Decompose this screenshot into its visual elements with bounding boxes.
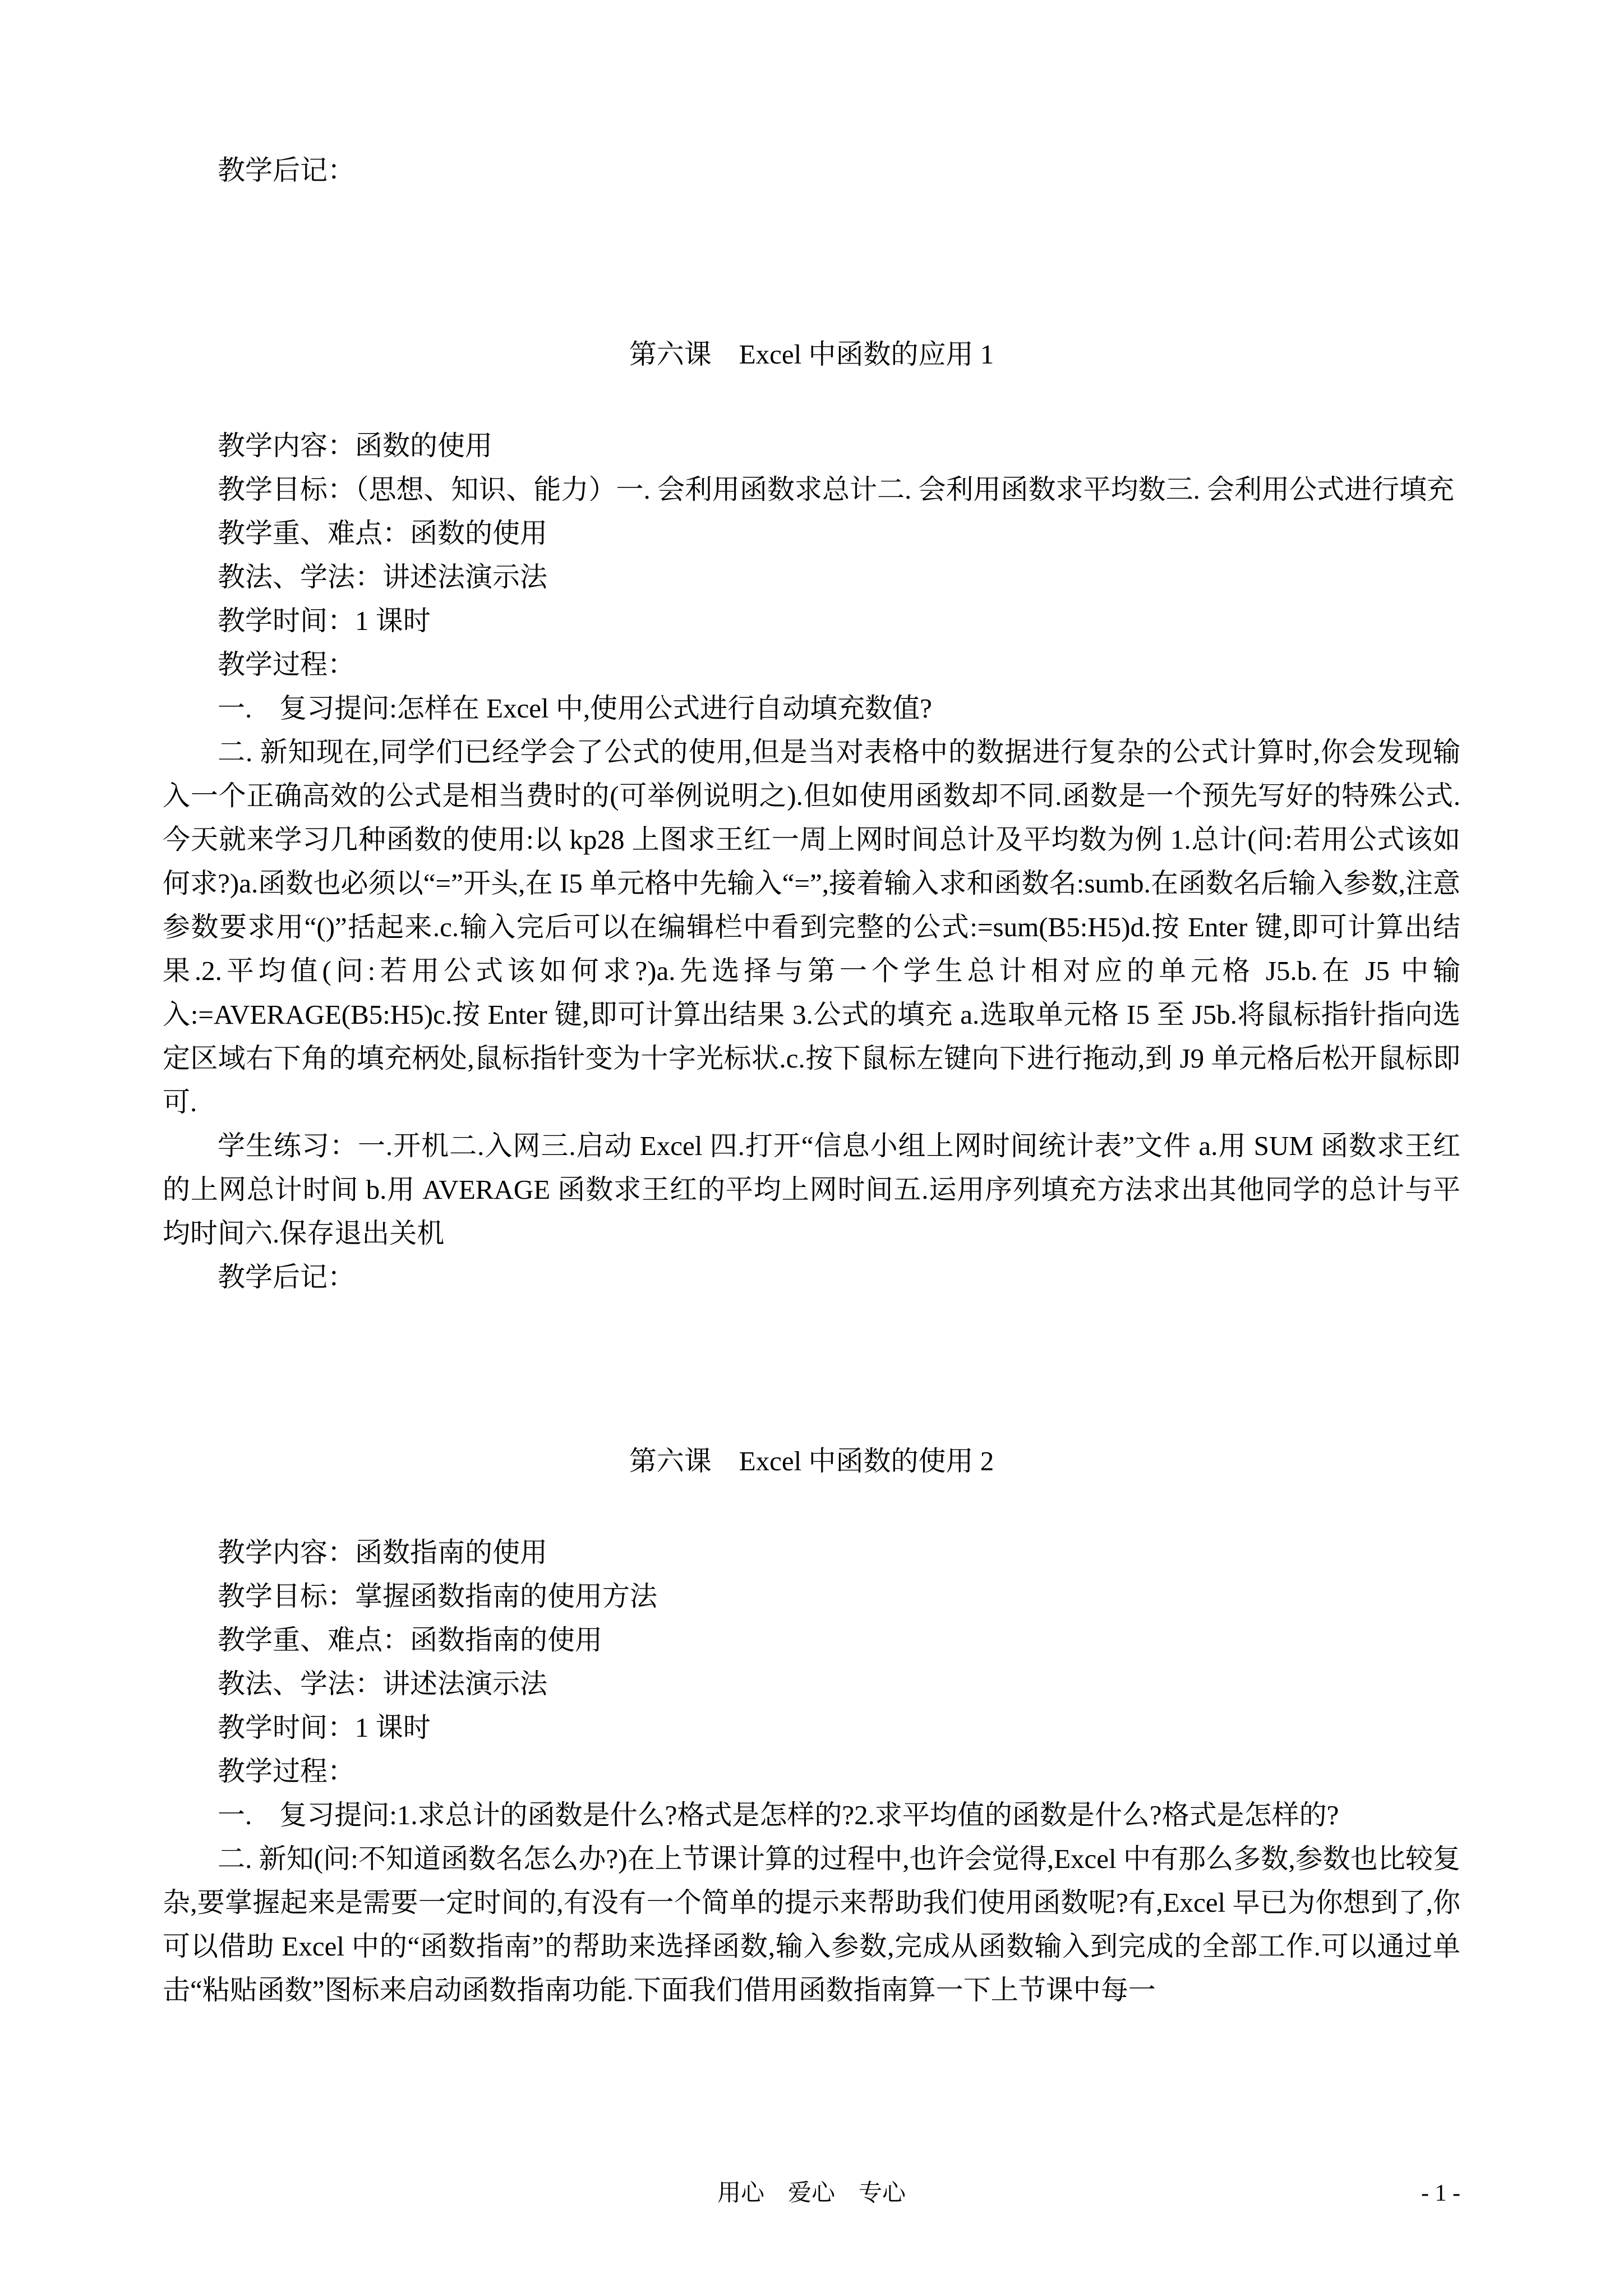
lesson2-paragraph-process: 教学过程： (218, 1756, 356, 1787)
lesson1-paragraph-time: 教学时间：1 课时 (218, 605, 431, 636)
footer-motto: 用心 爱心 专心 (717, 2180, 906, 2206)
lesson1-paragraph-newknowledge: 二. 新知现在,同学们已经学会了公式的使用,但是当对表格中的数据进行复杂的公式计算时,你会发现输入一个正确高效的公式是相当费时的(可举例说明之).但如使用函数却不同.函数是一个预先写好的特殊公式.今天就来学习几种函数的使用:以 kp28 上图求王红一周上网时间总计及平均数为例 1.总计(问:若用公式该如何求?)a.函数也必须以“=”开头,在 I5 单元格中先输入“=”,接着输入求和函数名:sumb.在函数名后输入参数,注意参数要求用“()”括起来.c.输入完后可以在编辑栏中看到完整的公式:=sum(B5:H5)d.按 Enter 键,即可计算出结果.2.平均值(问:若用公式该如何求?)a.先选择与第一个学生总计相对应的单元格 J5.b.在 J5 中输入:=AVERAGE(B5:H5)c.按 Enter 键,即可计算出结果 3.公式的填充 a.选取单元格 I5 至 J5b.将鼠标指针指向选定区域右下角的填充柄处,鼠标指针变为十字光标状.c.按下鼠标左键向下进行拖动,到 J9 单元格后松开鼠标即可. (163, 737, 1460, 1117)
page-footer (163, 2177, 1460, 2221)
lesson2-paragraph-methods: 教法、学法：讲述法演示法 (218, 1668, 548, 1699)
lesson1-paragraph-methods: 教法、学法：讲述法演示法 (218, 562, 548, 592)
lesson2-paragraph-newknowledge: 二. 新知(问:不知道函数名怎么办?)在上节课计算的过程中,也许会觉得,Excel 中有那么多数,参数也比较复杂,要掌握起来是需要一定时间的,有没有一个简单的提示来帮助我们使用函数呢?有,Excel 早已为你想到了,你可以借助 Excel 中的“函数指南”的帮助来选择函数,输入参数,完成从函数输入到完成的全部工作.可以通过单击“粘贴函数”图标来启动函数指南功能.下面我们借用函数指南算一下上节课中每一 (163, 1843, 1460, 2005)
lesson2-paragraph-goals: 教学目标：掌握函数指南的使用方法 (218, 1581, 658, 1612)
lesson1-paragraph-review: 一. 复习提问:怎样在 Excel 中,使用公式进行自动填充数值? (218, 693, 932, 724)
lesson1-paragraph-note: 教学后记： (218, 1262, 356, 1292)
lesson2-paragraph-content: 教学内容：函数指南的使用 (218, 1537, 548, 1568)
lesson1-paragraph-content: 教学内容：函数的使用 (218, 430, 493, 461)
page-number: - 1 - (1421, 2180, 1460, 2206)
lesson2-paragraph-keypoints: 教学重、难点：函数指南的使用 (218, 1625, 603, 1655)
lesson2-title: 第六课 Excel 中函数的使用 2 (629, 1446, 994, 1476)
lesson2-paragraph-review: 一. 复习提问:1.求总计的函数是什么?格式是怎样的?2.求平均值的函数是什么?格式是怎样的? (218, 1800, 1339, 1830)
lesson1-paragraph-practice: 学生练习：一.开机二.入网三.启动 Excel 四.打开“信息小组上网时间统计表”文件 a.用 SUM 函数求王红的上网总计时间 b.用 AVERAGE 函数求王红的平均上网时间五.运用序列填充方法求出其他同学的总计与平均时间六.保存退出关机 (163, 1130, 1460, 1249)
lesson2-paragraph-time: 教学时间：1 课时 (218, 1712, 431, 1743)
lesson1-paragraph-process: 教学过程： (218, 649, 356, 680)
teaching-note-top: 教学后记： (218, 155, 356, 186)
lesson1-paragraph-keypoints: 教学重、难点：函数的使用 (218, 518, 548, 549)
lesson1-title: 第六课 Excel 中函数的应用 1 (629, 339, 994, 370)
lesson1-paragraph-goals: 教学目标：（思想、知识、能力）一. 会利用函数求总计二. 会利用函数求平均数三. 会利用公式进行填充 (218, 474, 1455, 505)
